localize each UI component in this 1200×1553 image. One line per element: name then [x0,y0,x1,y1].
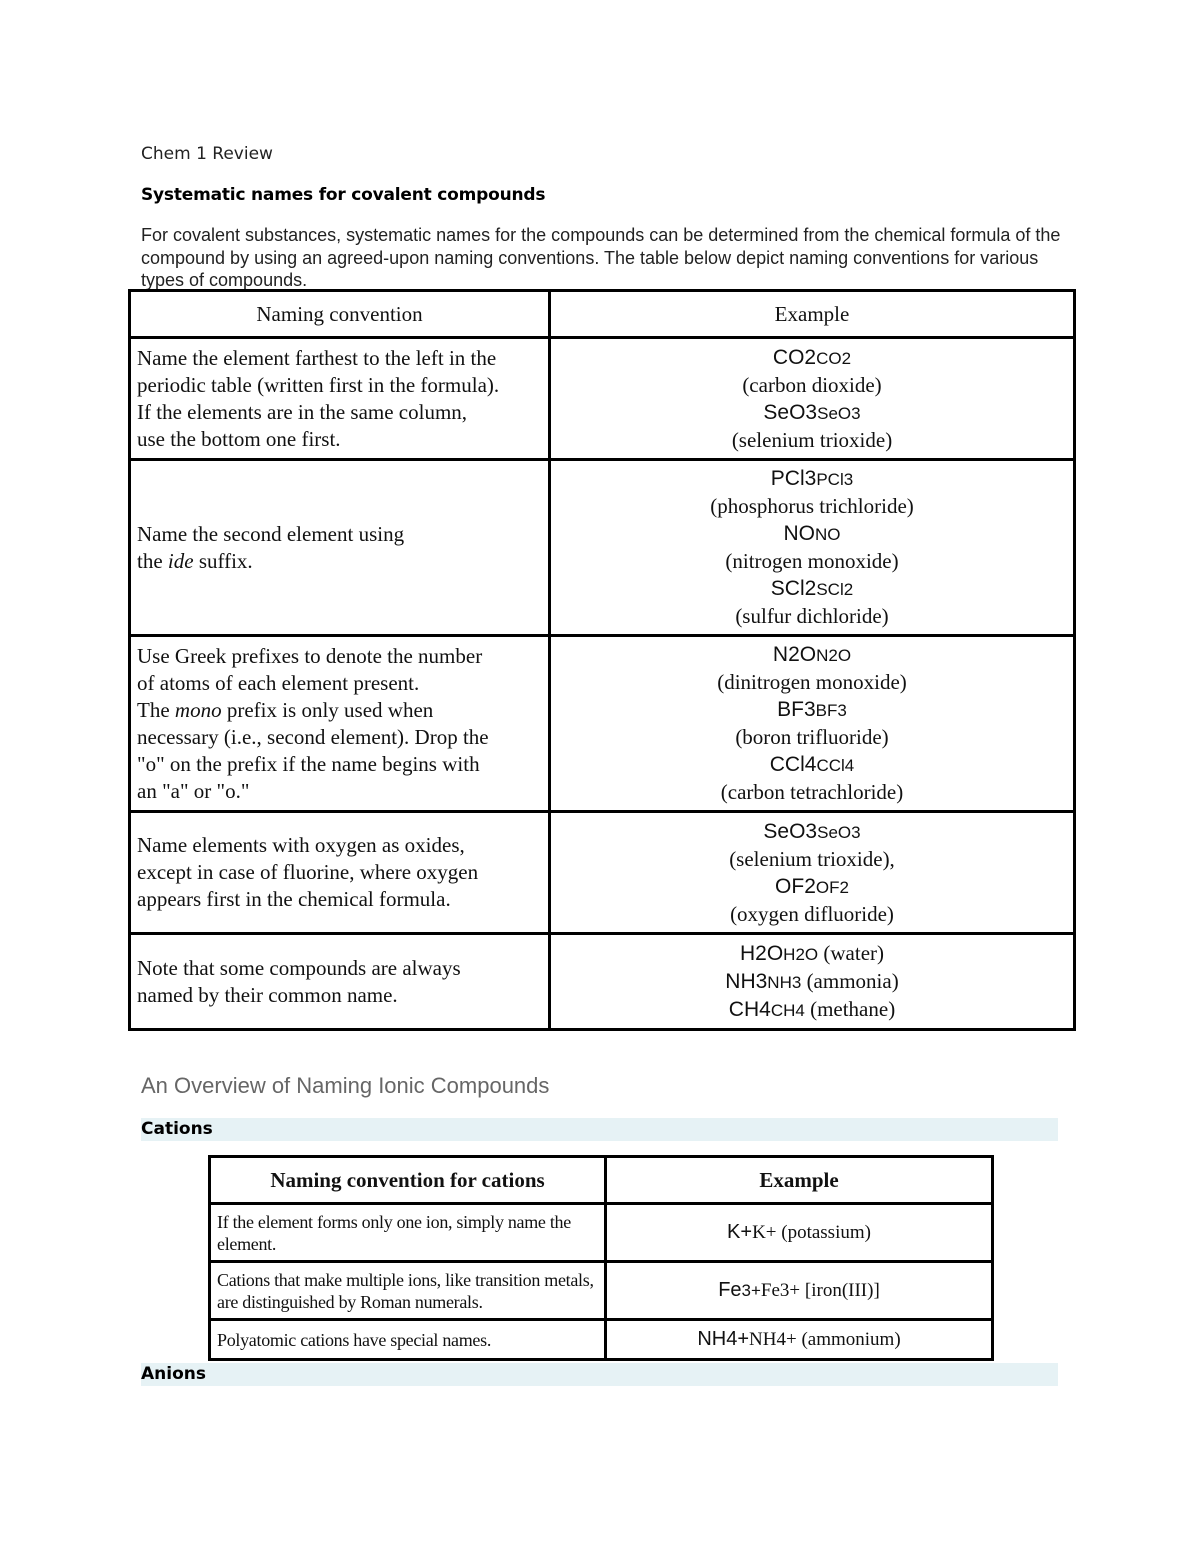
section-heading: Systematic names for covalent compounds [141,185,546,205]
convention-cell [130,812,550,934]
example-cell: Fe3+Fe3+ [iron(III)] [606,1262,993,1320]
compound-name: (phosphorus trichloride) [710,494,914,518]
convention-line: necessary (i.e., second element). Drop the [137,724,489,749]
convention-line: the ide suffix. [137,548,253,573]
anions-band [141,1363,1058,1386]
formula: H2OH2O (water) [739,940,885,965]
formula: CO2CO2 [772,345,852,369]
table-row [130,460,1075,636]
convention-cell [130,460,550,636]
example-cell: K+K+ (potassium) [606,1204,993,1262]
convention-line: appears first in the chemical formula. [137,887,451,911]
convention-cell [130,636,550,812]
compound-name: (selenium trioxide) [731,427,893,452]
convention-line: Name the element farthest to the left in the [137,345,497,370]
convention-cell: Cations that make multiple ions, like transition metals, are distinguished by Roman numerals. [210,1262,606,1320]
convention-line: use the bottom one first. [137,426,341,451]
document-title: Chem 1 Review [141,144,273,164]
convention-line: The mono prefix is only used when [137,697,434,722]
convention-cell: If the element forms only one ion, simply name the element. [210,1204,606,1262]
compound-name: (boron trifluoride) [735,725,889,749]
compound-name: (dinitrogen monoxide) [717,670,907,694]
convention-line: Name elements with oxygen as oxides, [137,833,465,857]
example-cell [550,636,1075,812]
formula: CCl4CCl4 [769,753,855,776]
convention-line: an "a" or "o." [137,778,250,803]
example-cell: NH4+NH4+ (ammonium) [606,1320,993,1360]
compound-name: (sulfur dichloride) [735,604,889,628]
table-row [210,1320,993,1360]
header-naming-convention-cations: Naming convention for cations [210,1157,606,1204]
convention-cell [130,934,550,1030]
convention-line: "o" on the prefix if the name begins with [137,751,480,776]
formula: NONO [783,522,841,545]
formula: SeO3SeO3 [763,400,861,424]
convention-line: except in case of fluorine, where oxygen [137,860,479,884]
cations-table [208,1155,994,1361]
table-row [130,812,1075,934]
compound-name: (carbon dioxide) [742,372,882,397]
compound-name: (oxygen difluoride) [730,901,894,926]
convention-line: Name the second element using [137,521,405,546]
table-header-row [130,291,1075,338]
convention-line: Use Greek prefixes to denote the number [137,643,483,668]
example-cell [550,460,1075,636]
table-row [210,1204,993,1262]
table-header-row [210,1157,993,1204]
anions-label: Anions [141,1364,206,1384]
cations-label: Cations [141,1119,213,1139]
header-example: Example [606,1157,993,1204]
intro-paragraph: For covalent substances, systematic names for the compounds can be determined from the chemical formula of the compound by using an agreed-upon naming conventions. The table below depict naming conventions for various types of compounds. [141,225,1061,290]
table-row [130,636,1075,812]
convention-cell [130,338,550,460]
formula: BF3BF3 [777,698,847,721]
cations-band [141,1118,1058,1141]
table-row [210,1262,993,1320]
example-cell [550,812,1075,934]
formula: NH3NH3 (ammonia) [725,968,899,993]
formula: N2ON2O [772,643,852,666]
example-cell [550,934,1075,1030]
table-row [130,338,1075,460]
header-example: Example [550,291,1075,338]
formula: CH4CH4 (methane) [728,996,896,1021]
convention-line: periodic table (written first in the formula). [137,372,500,397]
convention-line: of atoms of each element present. [137,670,420,695]
header-naming-convention: Naming convention [130,291,550,338]
convention-line: If the elements are in the same column, [137,399,468,424]
convention-line: named by their common name. [137,982,398,1007]
convention-line: Note that some compounds are always [137,955,461,980]
compound-name: (carbon tetrachloride) [720,780,904,804]
formula: SCl2SCl2 [770,577,854,600]
covalent-naming-table [128,289,1076,1031]
overview-heading: An Overview of Naming Ionic Compounds [141,1073,550,1098]
formula: PCl3PCl3 [770,467,854,490]
compound-name: (selenium trioxide), [729,846,895,871]
table-row [130,934,1075,1030]
convention-cell: Polyatomic cations have special names. [210,1320,606,1360]
formula: OF2OF2 [775,874,849,898]
formula: SeO3SeO3 [763,819,861,843]
example-cell [550,338,1075,460]
compound-name: (nitrogen monoxide) [725,549,899,573]
